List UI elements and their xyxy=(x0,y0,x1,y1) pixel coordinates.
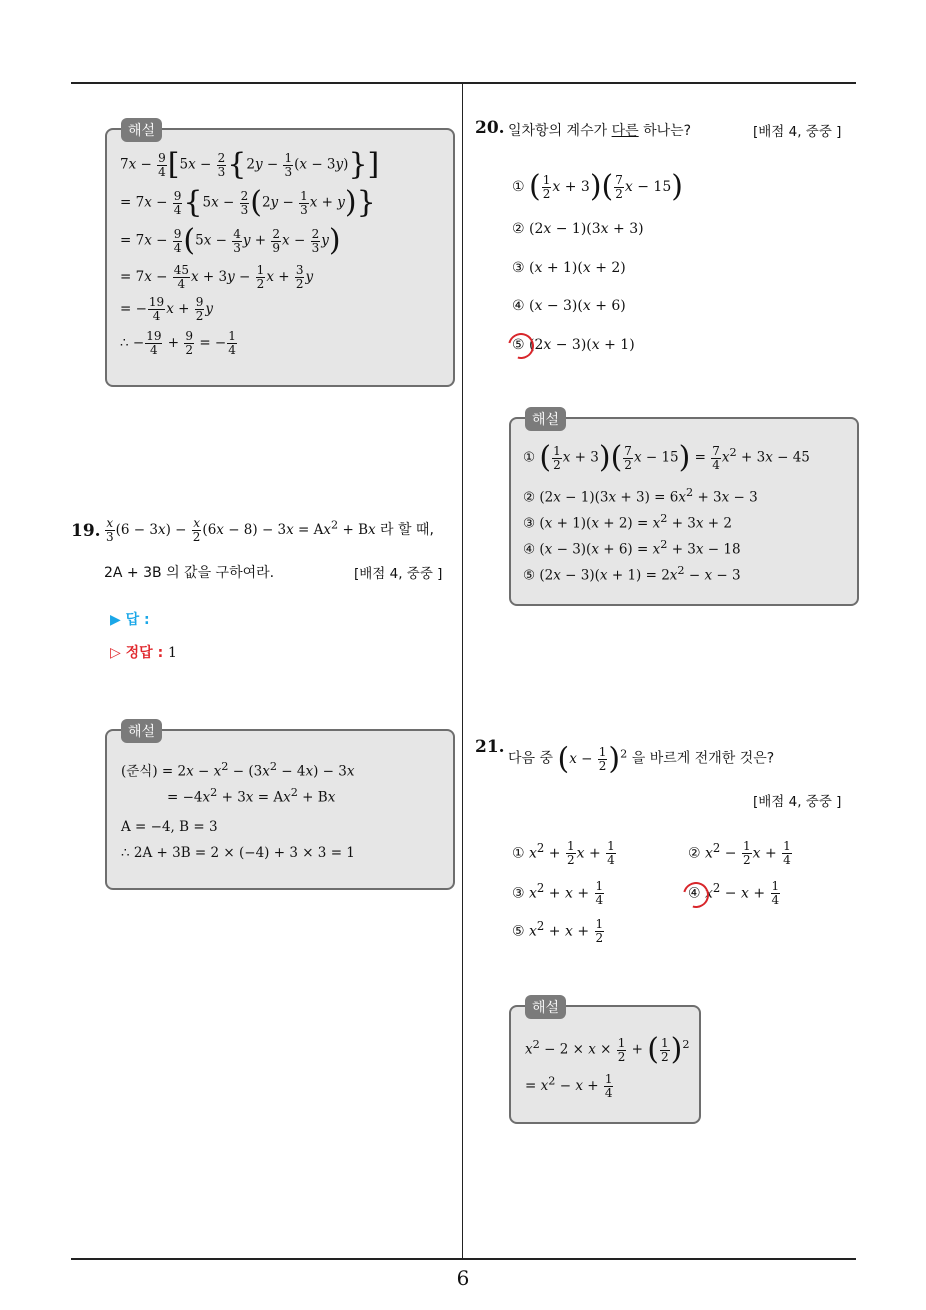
solution-line: = 7x − $\frac{9}{4}$ (5x − $\frac{4}{3}$ y + $\frac{2}{9}$ x − $\frac{2}{3}$ y) xyxy=(120,223,341,258)
solution-badge: 해설 xyxy=(525,995,566,1019)
option-number: ② xyxy=(512,221,525,237)
q20-option-3[interactable]: ③ (x + 1)(x + 2) xyxy=(512,260,626,276)
q21-text-before: 다음 중 xyxy=(508,750,554,767)
solution-line: ③ $(x + 1)(x + 2) = x^2 + 3x + 2$ xyxy=(523,512,732,532)
solution-line: ① ( $\frac{1}{2}$ x + 3)( $\frac{7}{2}$ x − 15) = $\frac{7}{4}$ $x^2 + 3x - 45$ xyxy=(523,440,810,475)
option-number: ④ xyxy=(688,885,701,902)
q20-solution-box xyxy=(509,412,859,606)
q21-option-4[interactable]: ④ $x^2 - x$ + $\frac{1}{4}$ xyxy=(688,879,780,907)
solution-line: = 7x − $\frac{9}{4}$ {5x − $\frac{2}{3}$ (2y − $\frac{1}{3}$ x + y)} xyxy=(120,185,376,220)
solution-line: ② $(2x - 1)(3x + 3) = 6x^2 + 3x - 3$ xyxy=(523,486,758,506)
option-number: ⑤ xyxy=(512,337,525,353)
q19-solution-box xyxy=(105,724,455,890)
q21-text-after: 을 바르게 전개한 것은? xyxy=(631,750,775,767)
q21-text: 다음 중 (x − $\frac{1}{2}$ )$^2$ 을 바르게 전개한 것은? xyxy=(508,741,775,776)
q19-correct-label: ▷ 정답 : xyxy=(110,645,164,661)
q18-solution-box xyxy=(105,123,455,387)
q20-text-underlined: 다른 xyxy=(611,123,639,139)
solution-line: A = −4, B = 3 xyxy=(121,819,218,835)
solution-badge: 해설 xyxy=(525,407,566,431)
option-number: ② xyxy=(688,845,701,862)
option-number: ③ xyxy=(512,885,525,902)
q19-correct-answer xyxy=(110,642,177,662)
q19-number: 19. xyxy=(71,521,101,541)
option-number: ④ xyxy=(512,298,525,314)
q19-text-tail: 라 할 때, xyxy=(379,522,434,538)
q20-marked-circle xyxy=(503,328,539,364)
solution-line: ∴ − $\frac{19}{4}$ + $\frac{9}{2}$ = − $\frac{1}{4}$ xyxy=(120,329,236,357)
q19-answer-label: ▶ 답 : xyxy=(110,612,150,628)
q21-option-5[interactable]: ⑤ $x^2 + x$ + $\frac{1}{2}$ xyxy=(512,917,604,945)
q20-option-5[interactable]: ⑤ (2x − 3)(x + 1) xyxy=(512,337,635,353)
solution-line: = $-4x^2 + 3x = Ax^2 + Bx$ xyxy=(167,786,336,806)
q19-points-tag: [배점 4, 중중 ] xyxy=(354,566,443,582)
q21-option-1[interactable]: ① $x^2$ + $\frac{1}{2}$ x + $\frac{1}{4}$ xyxy=(512,839,615,867)
q20-text-before: 일차항의 계수가 xyxy=(508,123,608,139)
solution-line: = − $\frac{19}{4}$ x + $\frac{9}{2}$ y xyxy=(120,295,214,323)
option-number: ③ xyxy=(512,260,525,276)
q20-text-after: 하나는? xyxy=(643,123,692,139)
q21-solution-box xyxy=(509,1000,701,1124)
q21-number: 21. xyxy=(475,737,505,757)
q20-option-2[interactable]: ② (2x − 1)(3x + 3) xyxy=(512,221,644,237)
q21-option-2[interactable]: ② $x^2$ − $\frac{1}{2}$ x + $\frac{1}{4}$ xyxy=(688,839,791,867)
q21-points-tag: [배점 4, 중중 ] xyxy=(753,794,842,810)
page-number: 6 xyxy=(456,1266,470,1290)
solution-line: $x^2 - 2 \times x$ × $\frac{1}{2}$ + ( $\frac{1}{2}$ )$^2$ xyxy=(525,1032,690,1067)
q19-correct-value: 1 xyxy=(168,645,177,661)
solution-line: ⑤ $(2x - 3)(x + 1) = 2x^2 - x - 3$ xyxy=(523,564,741,584)
solution-line: 7x − $\frac{9}{4}$ [5x − $\frac{2}{3}$ {2y − $\frac{1}{3}$ (x − 3y)}] xyxy=(120,147,380,182)
solution-badge: 해설 xyxy=(121,719,162,743)
solution-badge: 해설 xyxy=(121,118,162,142)
q20-text xyxy=(508,120,691,140)
bottom-rule xyxy=(71,1258,856,1260)
q21-option-3[interactable]: ③ $x^2 + x$ + $\frac{1}{4}$ xyxy=(512,879,604,907)
q19-equation: $\frac{x}{3}$ (6 − 3x) − $\frac{x}{2}$ $(6x - 8) - 3x = Ax^2 + Bx$ 라 할 때, xyxy=(106,516,434,544)
option-number: ① xyxy=(512,179,525,195)
solution-line: (준식) = $2x - x^2 - (3x^2 - 4x) - 3x$ xyxy=(121,760,355,780)
q20-number: 20. xyxy=(475,118,505,138)
solution-line: = 7x − $\frac{45}{4}$ x + 3y − $\frac{1}{2}$ x + $\frac{3}{2}$ y xyxy=(120,263,314,291)
option-number: ① xyxy=(512,845,525,862)
q20-option-1[interactable]: ① ( $\frac{1}{2}$ x + 3)( $\frac{7}{2}$ x − 15) xyxy=(512,169,683,204)
solution-line: = $x^2 - x$ + $\frac{1}{4}$ xyxy=(525,1072,613,1100)
q19-text-line2: 2A + 3B 의 값을 구하여라. xyxy=(104,565,275,581)
q20-points-tag: [배점 4, 중중 ] xyxy=(753,124,842,140)
solution-line: ∴ 2A + 3B = 2 × (−4) + 3 × 3 = 1 xyxy=(121,845,355,861)
top-rule xyxy=(71,82,856,84)
q20-option-4[interactable]: ④ (x − 3)(x + 6) xyxy=(512,298,626,314)
solution-line: ④ $(x - 3)(x + 6) = x^2 + 3x - 18$ xyxy=(523,538,741,558)
option-number: ⑤ xyxy=(512,923,525,940)
column-divider xyxy=(462,83,463,1258)
